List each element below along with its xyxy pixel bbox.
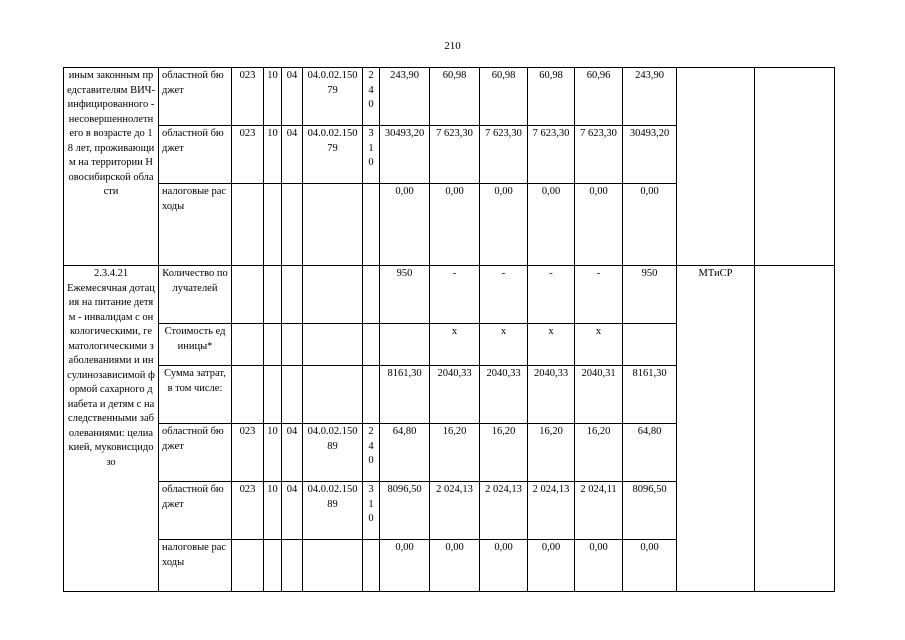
program-code: 2.3.4.21 — [93, 268, 129, 279]
target-article-code: 04.0.02.15089 — [303, 424, 363, 482]
funding-source: Стоимость единицы* — [159, 324, 232, 366]
program-name: иным законным представителям ВИЧ-инфицированного - несовершеннолетнего в возрасте до 18 лет, проживающим на территории Новосибирской области — [67, 70, 155, 197]
target-article-code: 04.0.02.15079 — [303, 126, 363, 184]
budget-table — [63, 67, 835, 592]
total-value — [380, 324, 430, 366]
year-1-value: 2 024,13 — [430, 482, 480, 540]
total-value: 243,90 — [380, 68, 430, 126]
year-3-value: x — [528, 324, 575, 366]
subsection-code: 04 — [282, 126, 303, 184]
total-value-final — [623, 324, 677, 366]
grbs-code — [232, 366, 264, 424]
year-3-value: 16,20 — [528, 424, 575, 482]
funding-source: налоговые расходы — [159, 540, 232, 592]
subsection-code: 04 — [282, 68, 303, 126]
total-value: 8161,30 — [380, 366, 430, 424]
year-2-value: - — [480, 266, 528, 324]
year-3-value: 60,98 — [528, 68, 575, 126]
expense-type-code: 310 — [363, 126, 380, 184]
year-1-value: 2040,33 — [430, 366, 480, 424]
executor-cell: МТиСР — [677, 266, 755, 592]
grbs-code: 023 — [232, 424, 264, 482]
year-1-value: 16,20 — [430, 424, 480, 482]
total-value: 8096,50 — [380, 482, 430, 540]
funding-source: областной бюджет — [159, 424, 232, 482]
year-2-value: 60,98 — [480, 68, 528, 126]
expense-type-code: 240 — [363, 424, 380, 482]
total-value-final: 0,00 — [623, 184, 677, 266]
year-1-value: 60,98 — [430, 68, 480, 126]
total-value-final: 30493,20 — [623, 126, 677, 184]
year-3-value: - — [528, 266, 575, 324]
year-1-value: 0,00 — [430, 184, 480, 266]
grbs-code — [232, 266, 264, 324]
total-value-final: 64,80 — [623, 424, 677, 482]
grbs-code — [232, 540, 264, 592]
program-name-cell — [64, 266, 159, 592]
page-number: 210 — [444, 40, 461, 52]
total-value: 64,80 — [380, 424, 430, 482]
year-1-value: x — [430, 324, 480, 366]
year-2-value: 2040,33 — [480, 366, 528, 424]
funding-source: областной бюджет — [159, 482, 232, 540]
program-name: Ежемесячная дотация на питание детям - инвалидам с онкологическими, гематологическими заболеваниями и инсулинозависимой формой сахарного диабета и детям с наследственными заболеваниями: целиакией, муковисцидозо — [67, 282, 155, 468]
funding-source: налоговые расходы — [159, 184, 232, 266]
year-3-value: 2040,33 — [528, 366, 575, 424]
year-3-value: 0,00 — [528, 184, 575, 266]
year-4-value: 60,96 — [575, 68, 623, 126]
expense-type-code — [363, 366, 380, 424]
subsection-code — [282, 366, 303, 424]
target-article-code — [303, 366, 363, 424]
total-value-final: 950 — [623, 266, 677, 324]
target-article-code — [303, 184, 363, 266]
total-value-final: 8096,50 — [623, 482, 677, 540]
total-value-final: 0,00 — [623, 540, 677, 592]
expense-type-code — [363, 540, 380, 592]
section-code: 10 — [264, 126, 282, 184]
notes-cell — [755, 266, 835, 592]
expense-type-code — [363, 184, 380, 266]
year-4-value: 16,20 — [575, 424, 623, 482]
subsection-code — [282, 324, 303, 366]
year-2-value: 0,00 — [480, 540, 528, 592]
program-name-cell — [64, 68, 159, 266]
year-2-value: 0,00 — [480, 184, 528, 266]
subsection-code: 04 — [282, 424, 303, 482]
total-value-final: 243,90 — [623, 68, 677, 126]
funding-source: Количество получателей — [159, 266, 232, 324]
section-code — [264, 184, 282, 266]
total-value: 950 — [380, 266, 430, 324]
funding-source: областной бюджет — [159, 126, 232, 184]
year-3-value: 0,00 — [528, 540, 575, 592]
year-2-value: 16,20 — [480, 424, 528, 482]
notes-cell — [755, 68, 835, 266]
executor-cell — [677, 68, 755, 266]
target-article-code — [303, 324, 363, 366]
section-code: 10 — [264, 68, 282, 126]
expense-type-code — [363, 324, 380, 366]
total-value-final: 8161,30 — [623, 366, 677, 424]
year-3-value: 2 024,13 — [528, 482, 575, 540]
section-code: 10 — [264, 424, 282, 482]
target-article-code: 04.0.02.15079 — [303, 68, 363, 126]
expense-type-code — [363, 266, 380, 324]
year-4-value: 7 623,30 — [575, 126, 623, 184]
year-4-value: 2040,31 — [575, 366, 623, 424]
grbs-code — [232, 324, 264, 366]
table-row — [64, 266, 835, 324]
target-article-code — [303, 266, 363, 324]
year-4-value: 0,00 — [575, 184, 623, 266]
year-4-value: - — [575, 266, 623, 324]
year-1-value: 0,00 — [430, 540, 480, 592]
year-2-value: x — [480, 324, 528, 366]
section-code — [264, 266, 282, 324]
grbs-code — [232, 184, 264, 266]
funding-source: Сумма затрат, в том числе: — [159, 366, 232, 424]
target-article-code: 04.0.02.15089 — [303, 482, 363, 540]
year-2-value: 2 024,13 — [480, 482, 528, 540]
total-value: 0,00 — [380, 184, 430, 266]
year-4-value: 2 024,11 — [575, 482, 623, 540]
total-value: 30493,20 — [380, 126, 430, 184]
funding-source: областной бюджет — [159, 68, 232, 126]
section-code — [264, 366, 282, 424]
grbs-code: 023 — [232, 126, 264, 184]
section-code: 10 — [264, 482, 282, 540]
subsection-code — [282, 266, 303, 324]
grbs-code: 023 — [232, 482, 264, 540]
year-3-value: 7 623,30 — [528, 126, 575, 184]
grbs-code: 023 — [232, 68, 264, 126]
subsection-code: 04 — [282, 482, 303, 540]
expense-type-code: 310 — [363, 482, 380, 540]
expense-type-code: 240 — [363, 68, 380, 126]
year-4-value: x — [575, 324, 623, 366]
section-code — [264, 540, 282, 592]
year-1-value: - — [430, 266, 480, 324]
year-2-value: 7 623,30 — [480, 126, 528, 184]
year-1-value: 7 623,30 — [430, 126, 480, 184]
section-code — [264, 324, 282, 366]
year-4-value: 0,00 — [575, 540, 623, 592]
target-article-code — [303, 540, 363, 592]
total-value: 0,00 — [380, 540, 430, 592]
subsection-code — [282, 540, 303, 592]
subsection-code — [282, 184, 303, 266]
table-row — [64, 68, 835, 126]
